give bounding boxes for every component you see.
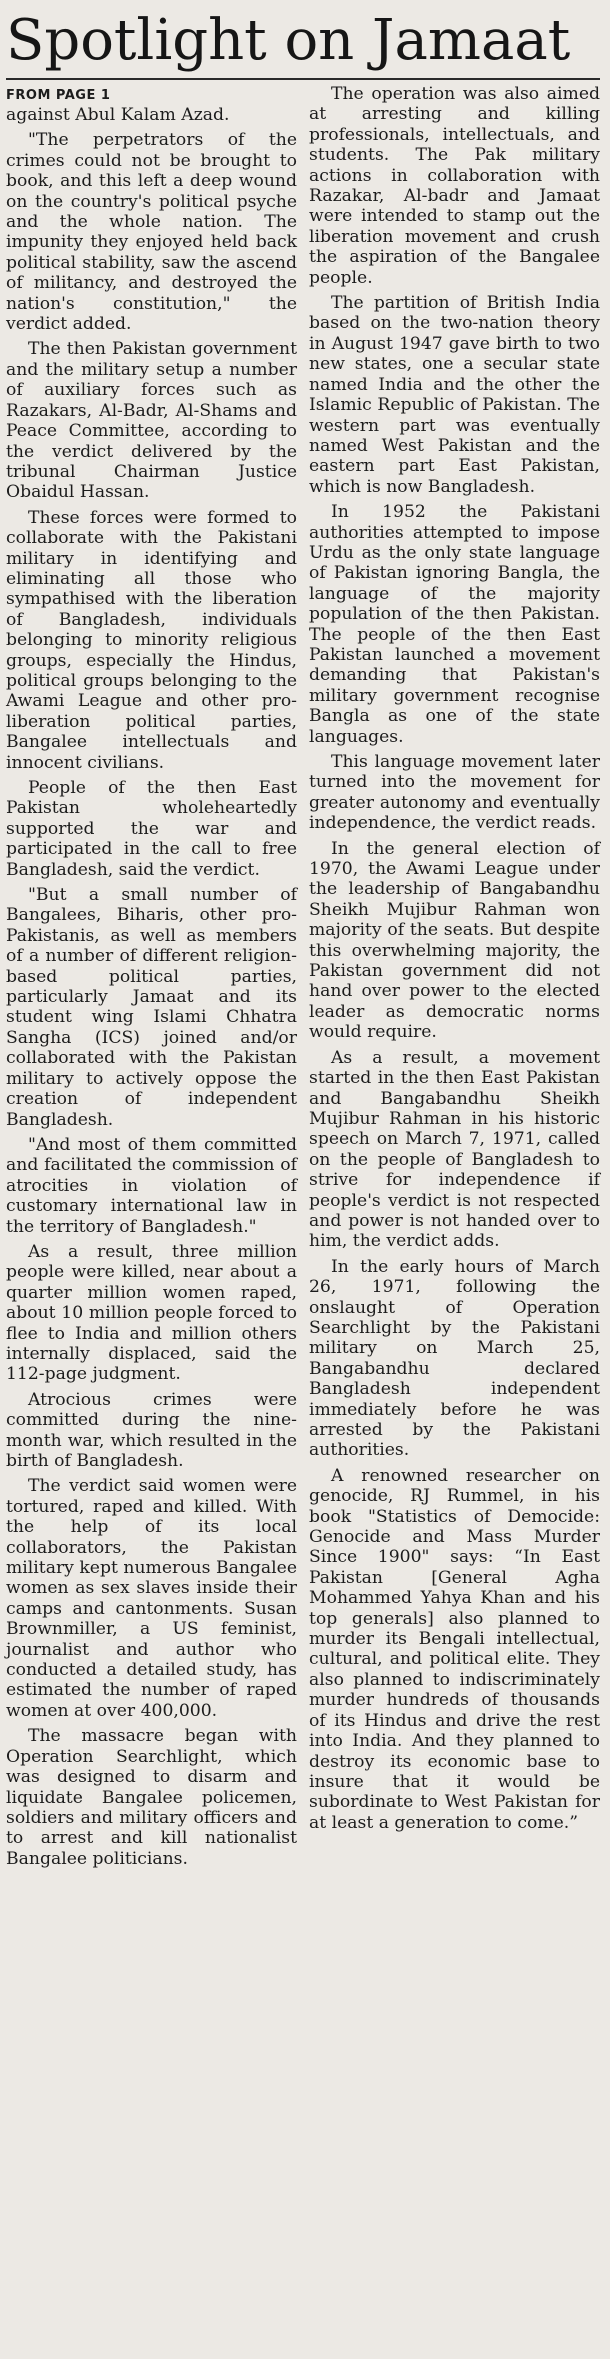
- article-headline: Spotlight on Jamaat: [6, 8, 571, 73]
- paragraph: Atrocious crimes were committed during the nine-month war, which resulted in the birth of Bangladesh.: [6, 1389, 297, 1471]
- right-column: [309, 84, 600, 1874]
- paragraph: The verdict said women were tortured, raped and killed. With the help of its local collaborators, the Pakistan military kept numerous Bangalee women as sex slaves inside their camps and cantonments. Susan Brownmiller, a US feminist, journalist and author who conducted a detailed study, has estimated the number of raped women at over 400,000.: [6, 1476, 297, 1721]
- headline-rule: [6, 78, 600, 80]
- paragraph: People of the then East Pakistan wholeheartedly supported the war and participated in the call to free Bangladesh, said the verdict.: [6, 778, 297, 880]
- paragraph: The partition of British India based on the two-nation theory in August 1947 gave birth to two new states, one a secular state named India and the other the Islamic Republic of Pakistan. The western part was eventually named West Pakistan and the eastern part East Pakistan, which is now Bangladesh.: [309, 293, 600, 497]
- paragraph: "But a small number of Bangalees, Biharis, other pro-Pakistanis, as well as members of a number of different religion-based political parties, particularly Jamaat and its student wing Islami Chhatra Sangha (ICS) joined and/or collaborated with the Pakistan military to actively oppose the creation of independent Bangladesh.: [6, 885, 297, 1130]
- left-column: [6, 84, 297, 1874]
- paragraph: In the general election of 1970, the Awami League under the leadership of Bangabandhu Sheikh Mujibur Rahman won majority of the seats. But despite this overwhelming majority, the Pakistan government did not hand over power to the elected leader as democratic norms would require.: [309, 838, 600, 1043]
- paragraph: against Abul Kalam Azad.: [6, 105, 230, 125]
- paragraph: A renowned researcher on genocide, RJ Rummel, in his book "Statistics of Democide: Genocide and Mass Murder Since 1900" says: “In East Pakistan [General Agha Mohammed Yahya Khan and his top generals] also planned to murder its Bengali intellectual, cultural, and political elite. They also planned to indiscriminately murder hundreds of thousands of its Hindus and drive the rest into India. And they planned to destroy its economic base to insure that it would be subordinate to West Pakistan for at least a generation to come.”: [309, 1465, 600, 1833]
- article-columns: [6, 84, 600, 1874]
- paragraph: The operation was also aimed at arresting and killing professionals, intellectuals, and students. The Pak military actions in collaboration with Razakar, Al-badr and Jamaat were intended to stamp out the liberation movement and crush the aspiration of the Bangalee people.: [309, 84, 600, 288]
- paragraph: The massacre began with Operation Searchlight, which was designed to disarm and liquidate Bangalee policemen, soldiers and military officers and to arrest and kill nationalist Bangalee politicians.: [6, 1726, 297, 1869]
- paragraph: "And most of them committed and facilitated the commission of atrocities in violation of customary international law in the territory of Bangladesh.": [6, 1134, 297, 1237]
- paragraph: This language movement later turned into the movement for greater autonomy and eventually independence, the verdict reads.: [309, 752, 600, 834]
- paragraph: In the early hours of March 26, 1971, following the onslaught of Operation Searchlight by the Pakistani military on March 25, Bangabandhu declared Bangladesh independent immediately before he was arrested by the Pakistani authorities.: [309, 1256, 600, 1461]
- paragraph: The then Pakistan government and the military setup a number of auxiliary forces such as Razakars, Al-Badr, Al-Shams and Peace Committee, according to the verdict delivered by the tribunal Chairman Justice Obaidul Hassan.: [6, 339, 297, 503]
- continuation-label: FROM PAGE 1: [6, 88, 111, 103]
- paragraph: In 1952 the Pakistani authorities attempted to impose Urdu as the only state language of Pakistan ignoring Bangla, the language of the majority population of the then Pakistan. The people of the then East Pakistan launched a movement demanding that Pakistan's military government recognise Bangla as one of the state languages.: [309, 502, 600, 747]
- paragraph: These forces were formed to collaborate with the Pakistani military in identifying and eliminating all those who sympathised with the liberation of Bangladesh, individuals belonging to minority religious groups, especially the Hindus, political groups belonging to the Awami League and other pro-liberation political parties, Bangalee intellectuals and innocent civilians.: [6, 507, 297, 773]
- paragraph: As a result, three million people were killed, near about a quarter million women raped, about 10 million people forced to flee to India and million others internally displaced, said the 112-page judgment.: [6, 1241, 297, 1385]
- paragraph: "The perpetrators of the crimes could not be brought to book, and this left a deep wound on the country's political psyche and the whole nation. The impunity they enjoyed held back political stability, saw the ascend of militancy, and destroyed the nation's constitution," the verdict added.: [6, 130, 297, 335]
- paragraph: As a result, a movement started in the then East Pakistan and Bangabandhu Sheikh Mujibur Rahman in his historic speech on March 7, 1971, called on the people of Bangladesh to strive for independence if people's verdict is not respected and power is not handed over to him, the verdict adds.: [309, 1047, 600, 1252]
